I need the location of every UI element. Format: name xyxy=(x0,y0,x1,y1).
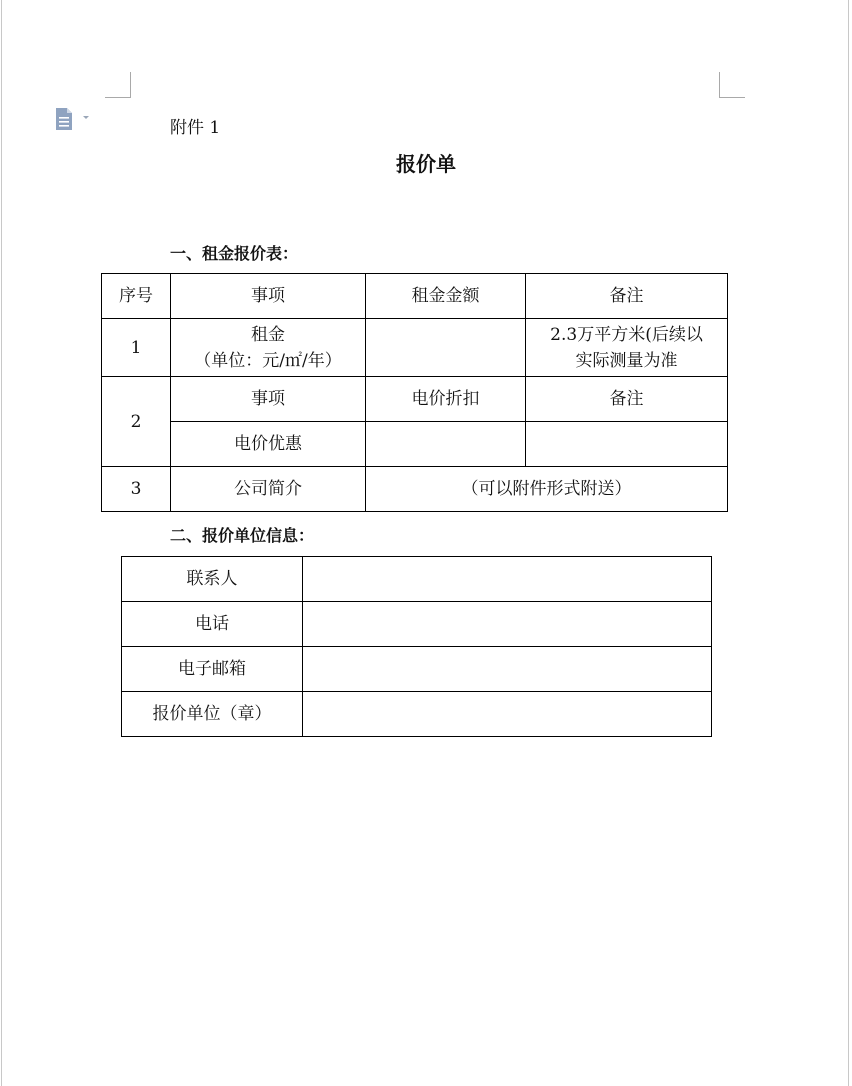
row2-subheader-remark: 备注 xyxy=(526,377,728,422)
contact-label: 联系人 xyxy=(122,557,303,602)
row2-subheader-item: 事项 xyxy=(171,377,366,422)
header-item: 事项 xyxy=(171,274,366,319)
row1-index: 1 xyxy=(102,319,171,377)
table-row xyxy=(102,422,728,467)
table-row xyxy=(102,319,728,377)
crop-mark-top-right-vertical xyxy=(719,72,720,98)
document-icon xyxy=(54,107,94,131)
row2-index: 2 xyxy=(102,377,171,467)
row2-item: 电价优惠 xyxy=(171,422,366,467)
bidder-info-table xyxy=(121,556,712,737)
row1-remark-line2: 实际测量为准 xyxy=(575,350,678,371)
document-menu-button[interactable] xyxy=(54,107,94,131)
row3-item: 公司简介 xyxy=(171,467,366,512)
row3-note: （可以附件形式附送） xyxy=(366,467,728,512)
row1-remark-line1: 2.3万平方米(后续以 xyxy=(550,324,703,345)
rent-quote-table xyxy=(101,273,728,512)
bidder-unit-label: 报价单位（章） xyxy=(122,692,303,737)
header-index: 序号 xyxy=(102,274,171,319)
table-row xyxy=(102,467,728,512)
section-heading-rent: 一、租金报价表： xyxy=(170,244,299,263)
email-value-cell[interactable] xyxy=(303,647,712,692)
row1-item xyxy=(171,319,366,377)
table-row xyxy=(122,602,712,647)
phone-label: 电话 xyxy=(122,602,303,647)
row2-remark-cell[interactable] xyxy=(526,422,728,467)
row2-discount-cell[interactable] xyxy=(366,422,526,467)
row1-amount-cell[interactable] xyxy=(366,319,526,377)
table-row xyxy=(102,274,728,319)
email-label: 电子邮箱 xyxy=(122,647,303,692)
contact-value-cell[interactable] xyxy=(303,557,712,602)
chevron-down-icon xyxy=(83,116,89,119)
phone-value-cell[interactable] xyxy=(303,602,712,647)
row3-index: 3 xyxy=(102,467,171,512)
header-remark: 备注 xyxy=(526,274,728,319)
attachment-label: 附件 1 xyxy=(170,118,221,138)
table-row xyxy=(122,692,712,737)
bidder-unit-value-cell[interactable] xyxy=(303,692,712,737)
crop-mark-top-left-horizontal xyxy=(105,97,131,98)
table-row xyxy=(122,557,712,602)
crop-mark-top-left-vertical xyxy=(130,72,131,98)
page-title: 报价单 xyxy=(396,152,456,176)
section-heading-bidder: 二、报价单位信息： xyxy=(170,526,315,545)
row1-remark xyxy=(526,319,728,377)
row1-item-line1: 租金 xyxy=(251,324,285,345)
table-row xyxy=(102,377,728,422)
crop-mark-top-right-horizontal xyxy=(719,97,745,98)
row2-subheader-discount: 电价折扣 xyxy=(366,377,526,422)
header-amount: 租金金额 xyxy=(366,274,526,319)
table-row xyxy=(122,647,712,692)
row1-item-line2: （单位：元/㎡/年） xyxy=(194,350,342,371)
